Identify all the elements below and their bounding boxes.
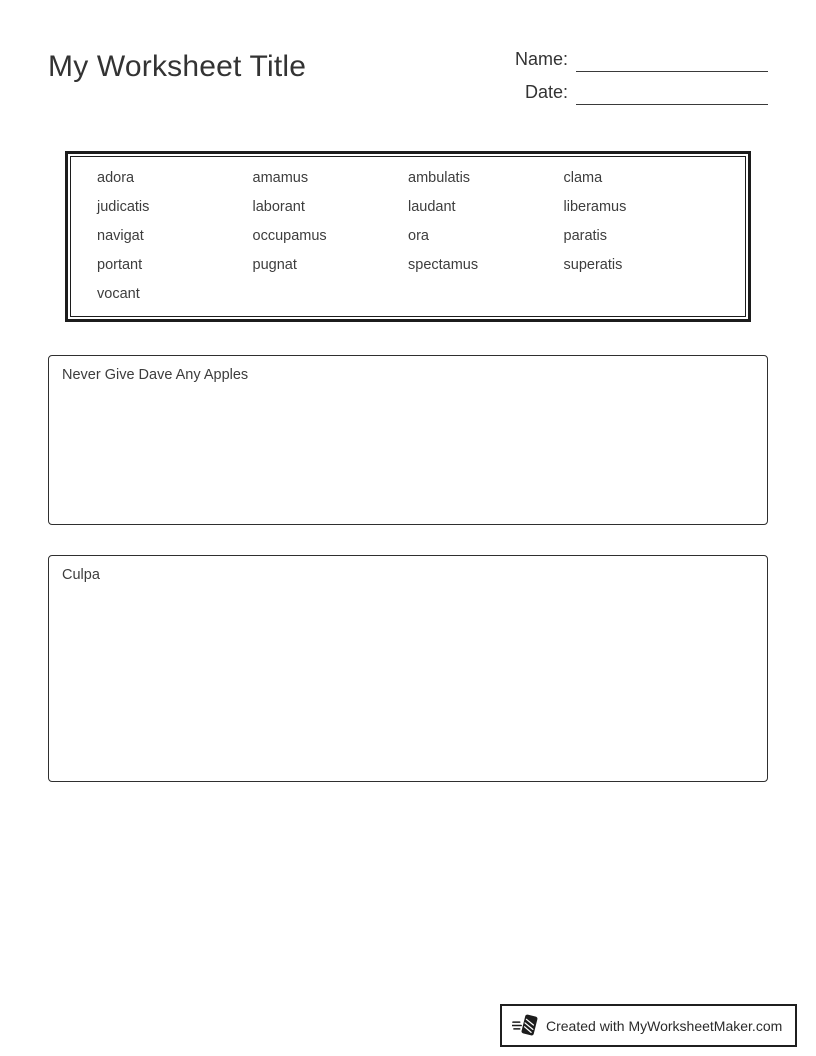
word-bank-word: adora — [97, 170, 135, 186]
word-bank-word: occupamus — [252, 228, 327, 244]
word-bank-word: ora — [408, 228, 429, 244]
word-bank-word: superatis — [563, 257, 623, 273]
word-bank-word: judicatis — [97, 199, 150, 215]
name-label: Name: — [514, 49, 568, 69]
date-label: Date: — [524, 82, 568, 102]
footer-credit-badge[interactable] — [500, 1004, 797, 1047]
word-bank-word: portant — [97, 257, 143, 273]
answer-box-1 — [48, 355, 768, 525]
word-bank-word: laudant — [408, 199, 456, 215]
name-row — [515, 48, 768, 72]
answer-box-2 — [48, 555, 768, 782]
word-bank-grid — [97, 170, 719, 302]
flying-worksheet-icon — [512, 1012, 539, 1039]
word-bank-word: spectamus — [408, 257, 479, 273]
word-bank-word: amamus — [252, 170, 309, 186]
name-blank-line — [576, 48, 768, 72]
word-bank-word: navigat — [97, 228, 144, 244]
word-bank-inner — [70, 156, 746, 317]
name-date-block — [515, 48, 768, 105]
date-row — [515, 81, 768, 105]
footer-credit-text: Created with MyWorksheetMaker.com — [546, 1017, 783, 1034]
word-bank-word: laborant — [252, 199, 305, 215]
date-blank-line — [576, 81, 768, 105]
answer-box-2-prompt: Culpa — [62, 567, 100, 583]
word-bank-word: clama — [563, 170, 603, 186]
answer-box-1-prompt: Never Give Dave Any Apples — [62, 367, 249, 383]
word-bank-word: pugnat — [252, 257, 297, 273]
word-bank-word: paratis — [563, 228, 608, 244]
word-bank-word: ambulatis — [408, 170, 471, 186]
word-bank-word: vocant — [97, 286, 140, 302]
page-title: My Worksheet Title — [48, 50, 307, 83]
header — [48, 46, 768, 105]
word-bank — [65, 151, 751, 322]
word-bank-word: liberamus — [563, 199, 627, 215]
